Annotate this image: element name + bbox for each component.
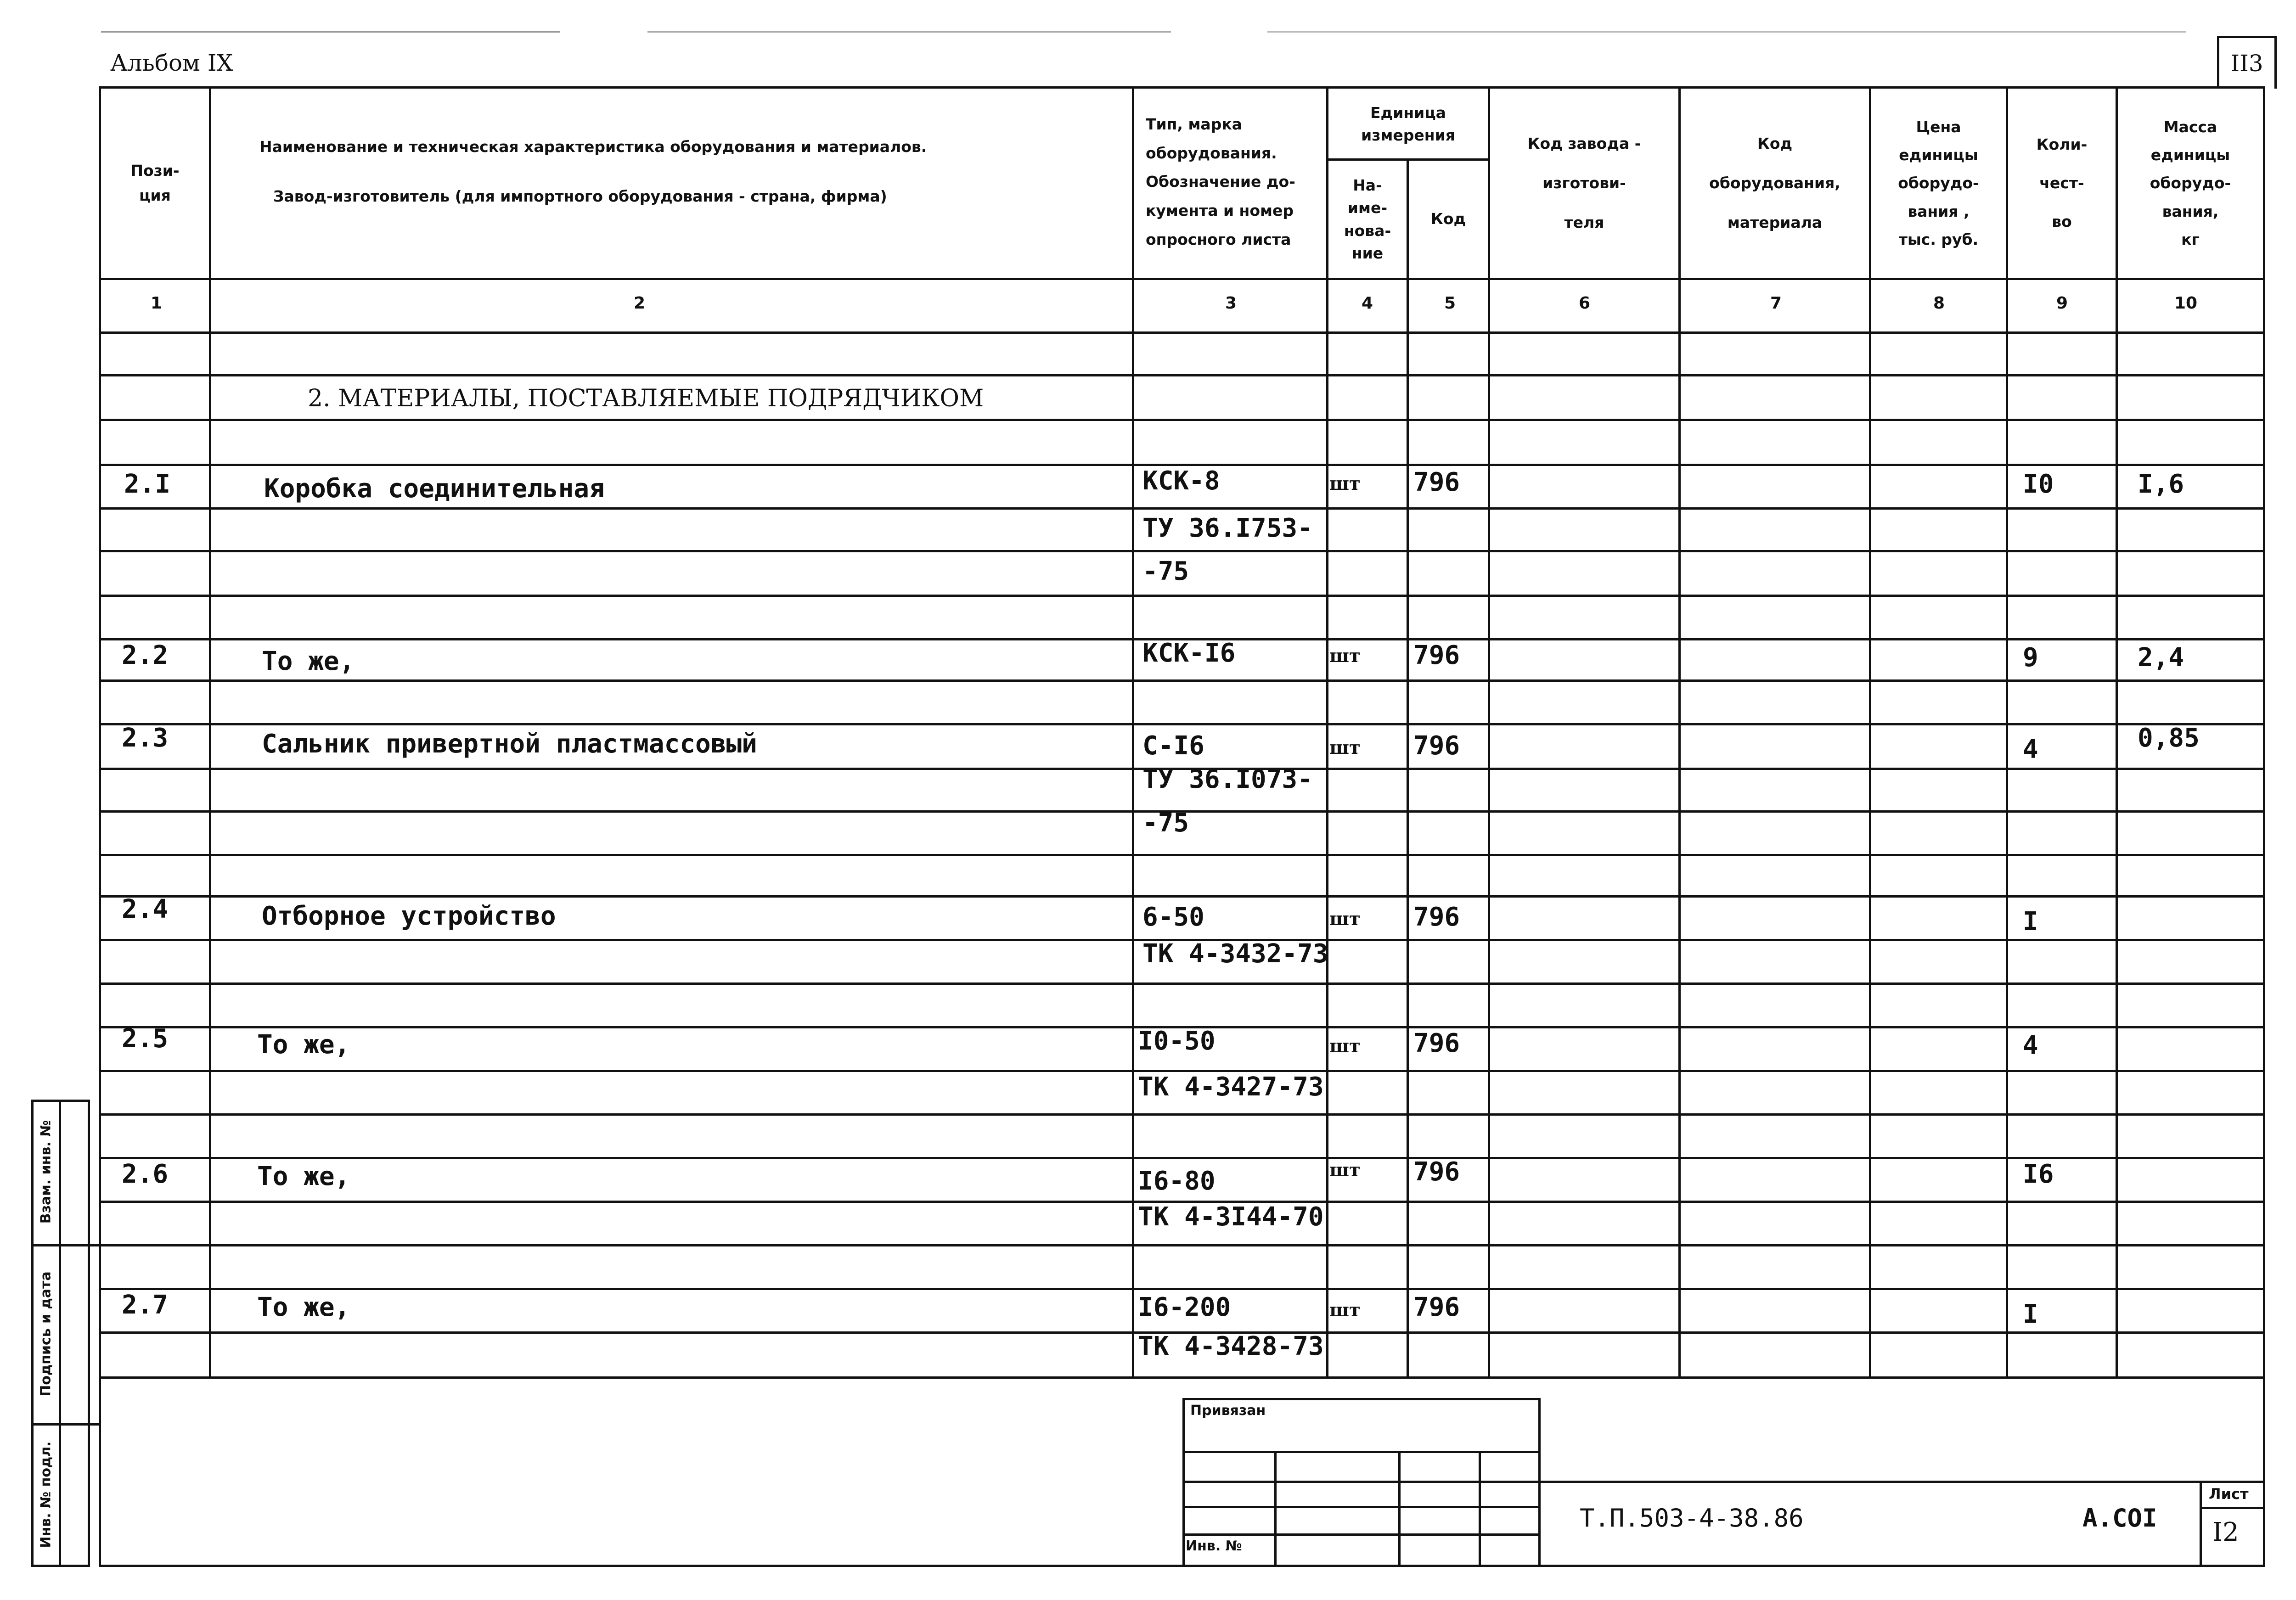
scan-mark [1267,31,2186,33]
album-label: Альбом IX [110,50,233,76]
col-number-5: 5 [1444,294,1456,313]
row-position: 2.4 [122,894,169,924]
row-code: 796 [1413,1157,1460,1187]
row-code: 796 [1413,731,1460,761]
row-quantity: I6 [2023,1159,2054,1189]
row-name: Коробка соединительная [264,474,605,504]
stamp-title-line [1541,1481,2265,1483]
col-line-3 [1326,86,1328,1379]
col-number-9: 9 [2056,294,2068,313]
row-type: -75 [1142,556,1189,586]
row-type: ТК 4-3428-73 [1138,1331,1324,1361]
row-line [99,854,2265,856]
side-stamp-cell [31,1102,61,1242]
col-number-10: 10 [2174,294,2198,313]
page-number-box [2217,36,2277,89]
header-name-line1: Наименование и техническая характеристика оборудования и материалов. [259,138,927,156]
header-position: Пози- ция [130,161,180,204]
row-type: ТК 4-3427-73 [1138,1072,1324,1102]
col-line-2 [1132,86,1134,1379]
header-quantity: Коли- чест- во [2036,135,2088,231]
header-unit-name: На- име- нова- ние [1344,176,1391,262]
stamp-line [1182,1506,1541,1508]
row-code: 796 [1413,467,1460,497]
frame-left [99,86,101,1567]
sheet-label: Лист [2209,1485,2249,1503]
row-line [99,895,2265,898]
row-type: I6-200 [1138,1292,1231,1322]
side-stamp-inv: Инв. № подл. [38,1441,54,1548]
row-unit: шт [1329,1159,1361,1181]
row-line [99,595,2265,597]
row-quantity: 9 [2023,643,2038,673]
row-position: 2.7 [122,1290,169,1320]
row-position: 2.2 [122,640,169,670]
sheet-number: I2 [2212,1517,2239,1547]
stamp-line [1182,1533,1541,1536]
header-type: Тип, марка оборудования. Обозначение до- кумента и номер опросного листа [1146,115,1295,248]
row-type: I6-80 [1138,1166,1216,1196]
row-mass: 2,4 [2138,643,2184,673]
row-line [99,1244,2265,1246]
frame-right [2263,86,2265,1567]
side-stamp-cell [31,1246,61,1421]
col-line-5 [1488,86,1490,1379]
table-end-line [99,1376,2265,1379]
col-number-4: 4 [1362,294,1373,313]
row-position: 2.3 [122,723,169,753]
side-stamp-vzam: Взам. инв. № [38,1120,54,1224]
row-type: ТУ 36.I753- [1142,513,1313,543]
row-line [99,507,2265,510]
row-type: КСК-I6 [1142,638,1236,668]
side-stamp-cell [31,1426,61,1563]
col-number-2: 2 [634,294,646,313]
sheet-box-line [2200,1481,2202,1567]
row-type: ТК 4-3I44-70 [1138,1202,1324,1232]
frame-bottom [99,1565,2265,1567]
row-mass: I,6 [2138,469,2184,499]
scan-mark [101,31,560,33]
stamp-inv-label: Инв. № [1186,1538,1242,1554]
row-unit: шт [1329,737,1361,758]
row-type: ТУ 36.I073- [1142,764,1313,794]
row-type: КСК-8 [1142,466,1220,496]
stamp-line [1398,1451,1401,1566]
row-name: То же, [257,1162,350,1191]
page-number: II3 [2230,50,2263,77]
row-quantity: 4 [2023,735,2038,764]
row-quantity: I [2023,1299,2038,1329]
row-mass: 0,85 [2138,723,2200,753]
row-line [99,1157,2265,1159]
row-name: Сальник привертной пластмассовый [262,729,757,759]
col-number-8: 8 [1933,294,1945,313]
stamp-line [1274,1451,1277,1566]
row-type: -75 [1142,808,1189,838]
header-unit: Единица измерения [1361,103,1455,144]
header-factory-code: Код завода - изготови- теля [1527,135,1641,231]
row-line [99,679,2265,682]
row-line [99,982,2265,985]
section-title: 2. МАТЕРИАЛЫ, ПОСТАВЛЯЕМЫЕ ПОДРЯДЧИКОМ [308,385,984,412]
stamp-designation: Т.П.503-4-38.86 [1580,1504,1804,1533]
stamp-line [1479,1451,1481,1566]
header-price: Цена единицы оборудо- вания , тыс. руб. [1898,118,1979,248]
row-line [99,550,2265,552]
row-position: 2.I [124,469,171,499]
col-line-9 [2116,86,2118,1379]
row-unit: шт [1329,1035,1361,1057]
stamp-line [1182,1481,1541,1483]
stamp-code: А.СОI [2082,1504,2157,1533]
row-name: Отборное устройство [262,901,556,931]
side-stamp-podpis: Подпись и дата [38,1271,54,1397]
row-line [99,1113,2265,1116]
header-equipment-code: Код оборудования, материала [1709,135,1840,231]
row-unit: шт [1329,645,1361,667]
row-line [99,723,2265,725]
col-line-7 [1869,86,1871,1379]
row-line [99,1288,2265,1290]
col-line-6 [1678,86,1681,1379]
row-unit: шт [1329,1299,1361,1321]
col-number-7: 7 [1770,294,1782,313]
header-mass: Масса единицы оборудо- вания, кг [2150,118,2231,248]
scan-mark [647,31,1171,33]
row-unit: шт [1329,473,1361,494]
col-number-3: 3 [1225,294,1237,313]
row-code: 796 [1413,902,1460,932]
row-code: 796 [1413,1292,1460,1322]
row-position: 2.5 [122,1024,169,1054]
col-number-6: 6 [1579,294,1591,313]
sheet-box-line [2200,1507,2265,1509]
row-name: То же, [262,646,355,676]
row-line [99,374,2265,376]
row-name: То же, [257,1030,350,1060]
row-type: С-I6 [1142,731,1204,761]
header-name-line2: Завод-изготовитель (для импортного оборудования - страна, фирма) [273,187,887,205]
row-unit: шт [1329,908,1361,930]
col-number-1: 1 [151,294,163,313]
row-position: 2.6 [122,1159,169,1189]
row-quantity: I0 [2023,469,2054,499]
colnum-bottom-line [99,331,2265,334]
col-line-8 [2006,86,2008,1379]
row-type: 6-50 [1142,902,1204,932]
row-quantity: I [2023,907,2038,937]
row-line [99,419,2265,421]
privyazan-label: Привязан [1190,1403,1266,1419]
row-name: То же, [257,1292,350,1322]
row-code: 796 [1413,640,1460,670]
row-quantity: 4 [2023,1031,2038,1061]
row-type: ТК 4-3432-73 [1142,939,1328,969]
row-type: I0-50 [1138,1026,1216,1056]
header-bottom-line [99,278,2265,280]
header-unit-code: Код [1430,210,1466,228]
row-code: 796 [1413,1028,1460,1058]
stamp-line [1182,1451,1541,1453]
col-line-1 [209,86,211,1379]
